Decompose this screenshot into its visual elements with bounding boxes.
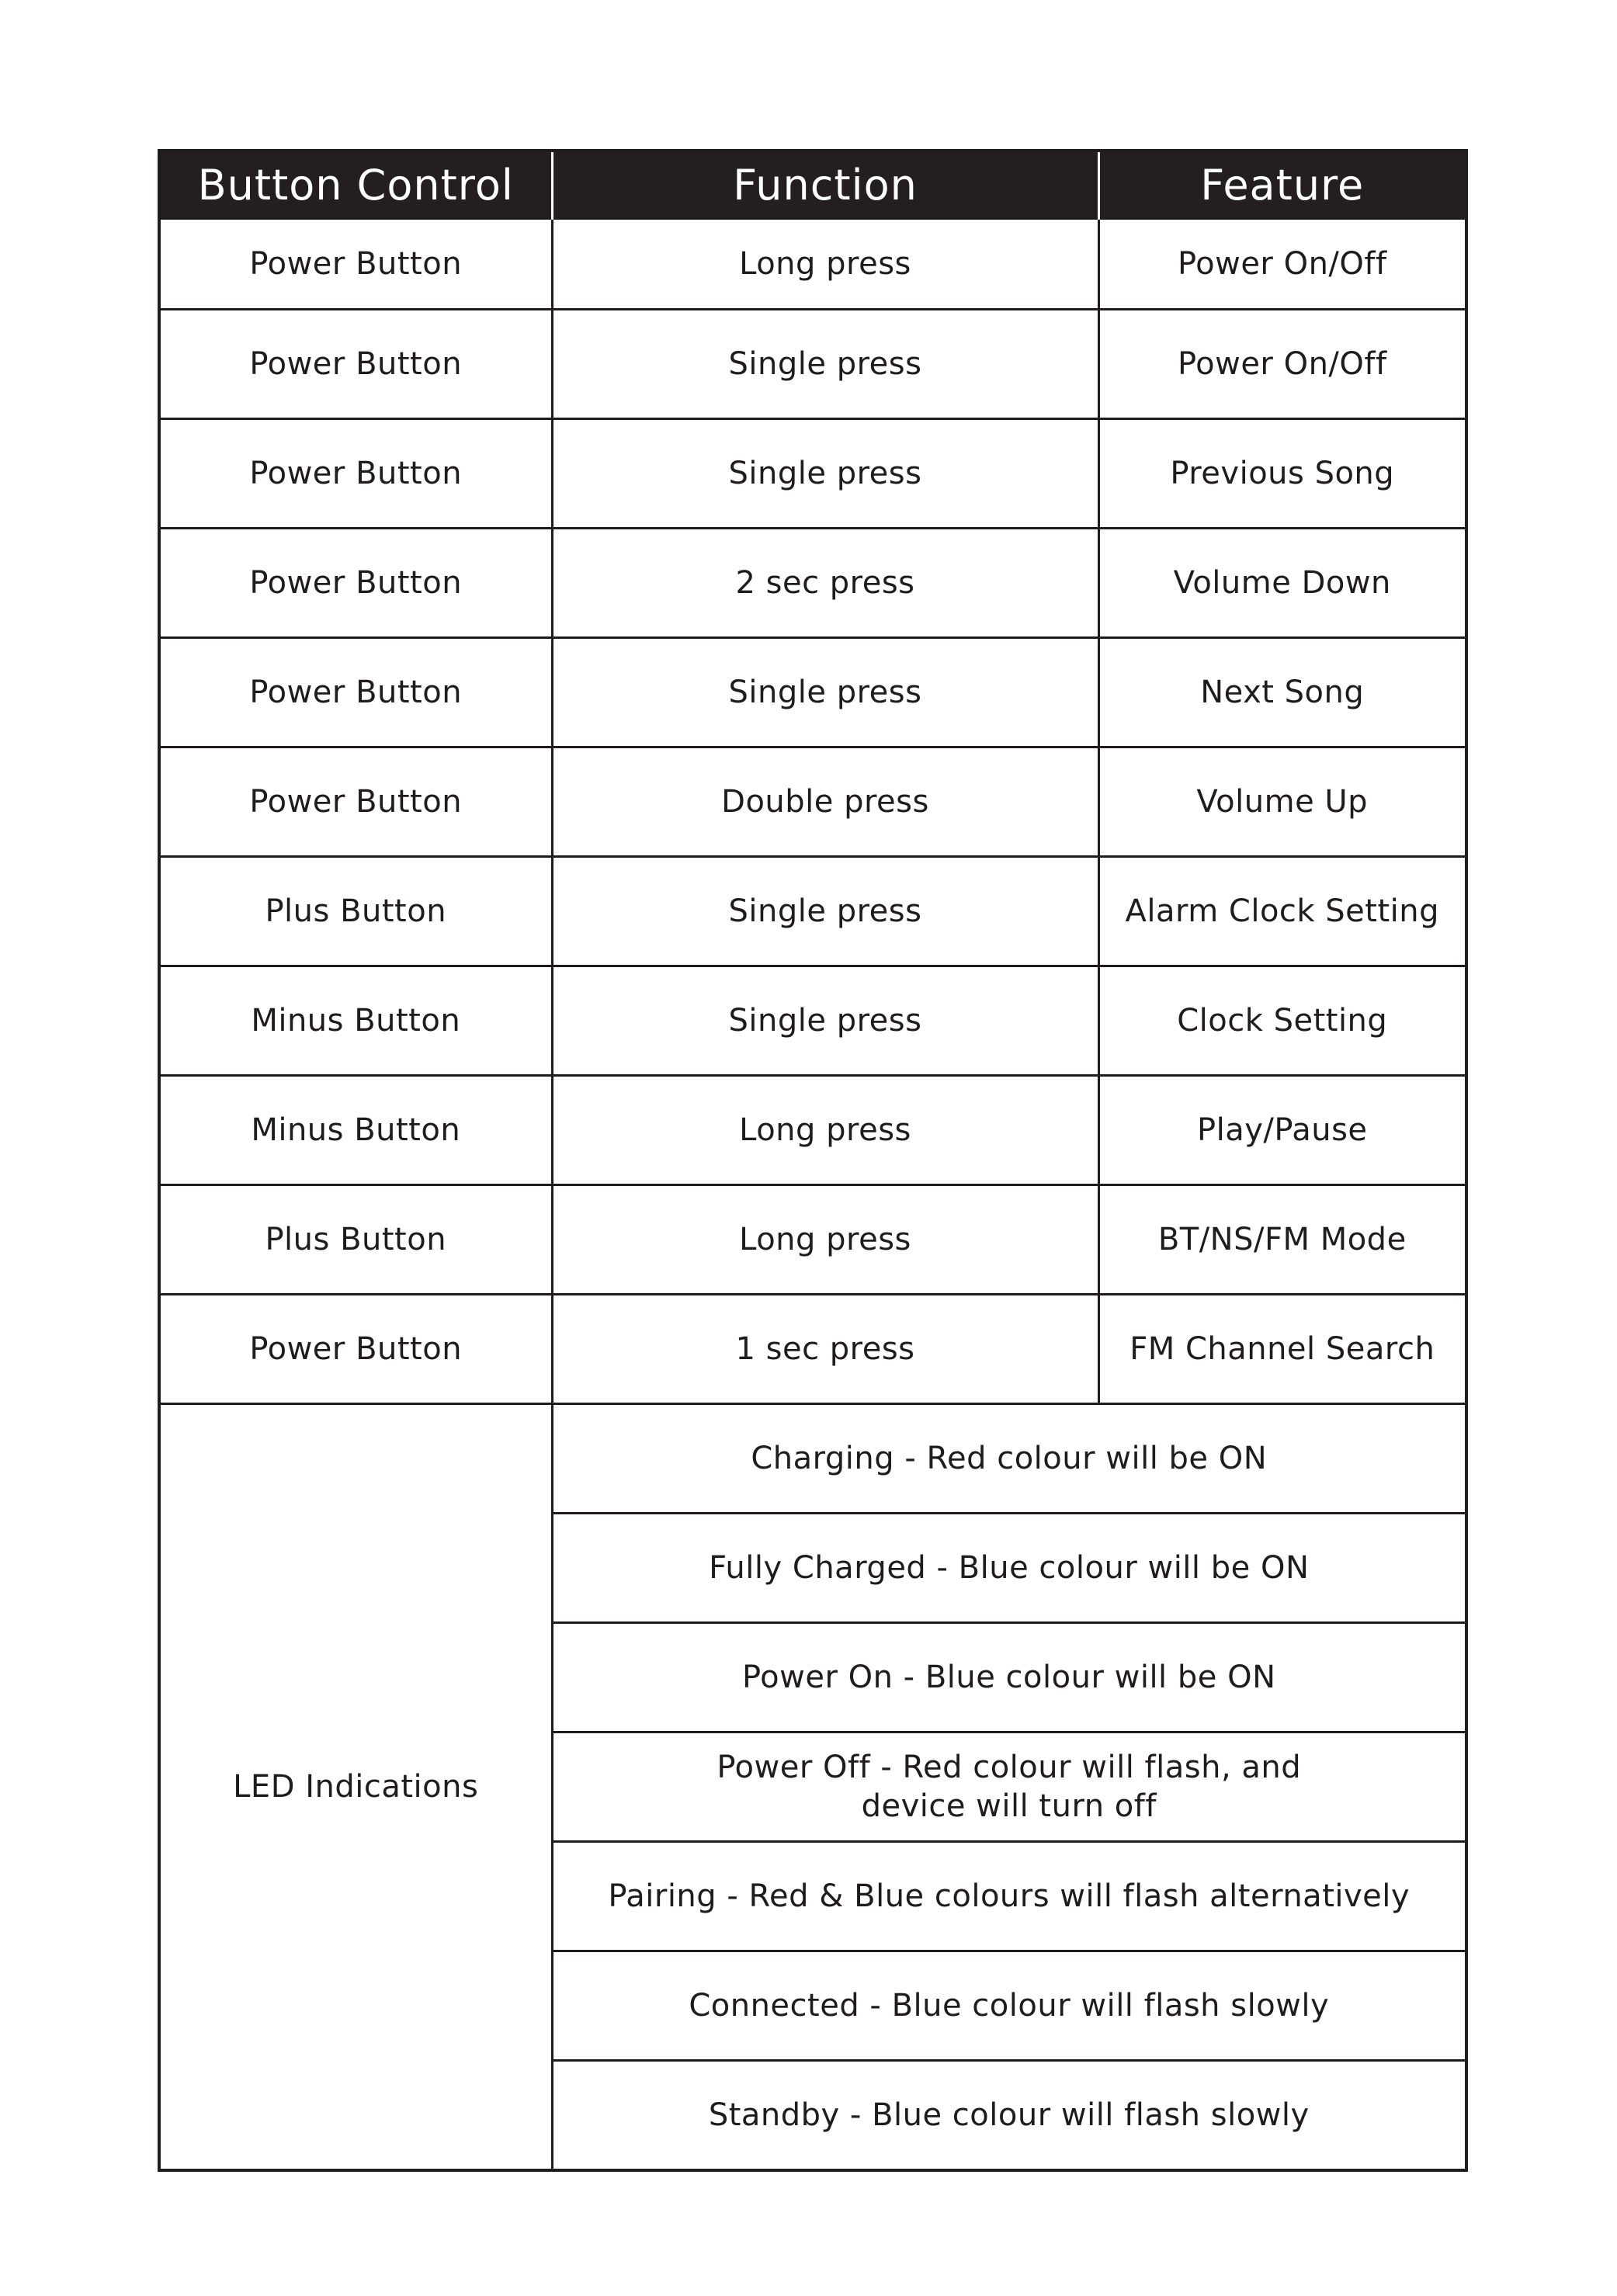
header-feature: Feature bbox=[1098, 151, 1466, 219]
table-row bbox=[159, 419, 1466, 529]
function-cell: Single press bbox=[552, 419, 1098, 529]
led-indications-label: LED Indications bbox=[159, 1404, 552, 2171]
led-power-off-line2: device will turn off bbox=[861, 1788, 1157, 1824]
button-cell: Power Button bbox=[159, 638, 552, 747]
table-row bbox=[159, 219, 1466, 310]
led-power-off-line1: Power Off - Red colour will flash, and bbox=[717, 1750, 1302, 1785]
feature-cell: Previous Song bbox=[1098, 419, 1466, 529]
table-row bbox=[159, 747, 1466, 857]
feature-cell: Play/Pause bbox=[1098, 1076, 1466, 1185]
button-cell: Power Button bbox=[159, 747, 552, 857]
led-item: Standby - Blue colour will flash slowly bbox=[552, 2061, 1466, 2171]
table-row bbox=[159, 529, 1466, 638]
led-item: Fully Charged - Blue colour will be ON bbox=[552, 1514, 1466, 1623]
button-cell: Minus Button bbox=[159, 966, 552, 1076]
function-cell: Long press bbox=[552, 1076, 1098, 1185]
feature-cell: Clock Setting bbox=[1098, 966, 1466, 1076]
feature-cell: Power On/Off bbox=[1098, 310, 1466, 419]
function-cell: Single press bbox=[552, 966, 1098, 1076]
feature-cell: BT/NS/FM Mode bbox=[1098, 1185, 1466, 1295]
button-cell: Plus Button bbox=[159, 1185, 552, 1295]
table-row bbox=[159, 1076, 1466, 1185]
feature-cell: Volume Up bbox=[1098, 747, 1466, 857]
header-button-control: Button Control bbox=[159, 151, 552, 219]
feature-cell: FM Channel Search bbox=[1098, 1295, 1466, 1404]
led-item: Charging - Red colour will be ON bbox=[552, 1404, 1466, 1514]
feature-cell: Alarm Clock Setting bbox=[1098, 857, 1466, 966]
button-cell: Power Button bbox=[159, 529, 552, 638]
led-item: Connected - Blue colour will flash slowly bbox=[552, 1951, 1466, 2061]
function-cell: 1 sec press bbox=[552, 1295, 1098, 1404]
table-header-row bbox=[159, 151, 1466, 219]
feature-cell: Power On/Off bbox=[1098, 219, 1466, 310]
table-row bbox=[159, 857, 1466, 966]
led-item-power-off bbox=[552, 1732, 1466, 1842]
function-cell: Single press bbox=[552, 857, 1098, 966]
table-row bbox=[159, 310, 1466, 419]
led-row bbox=[159, 1404, 1466, 1514]
table-row bbox=[159, 1295, 1466, 1404]
button-control-table bbox=[158, 149, 1468, 2172]
button-cell: Power Button bbox=[159, 219, 552, 310]
function-cell: Long press bbox=[552, 1185, 1098, 1295]
feature-cell: Next Song bbox=[1098, 638, 1466, 747]
function-cell: Single press bbox=[552, 310, 1098, 419]
table-row bbox=[159, 966, 1466, 1076]
button-cell: Power Button bbox=[159, 419, 552, 529]
table-row bbox=[159, 1185, 1466, 1295]
button-cell: Minus Button bbox=[159, 1076, 552, 1185]
button-cell: Power Button bbox=[159, 1295, 552, 1404]
led-item: Power On - Blue colour will be ON bbox=[552, 1623, 1466, 1732]
feature-cell: Volume Down bbox=[1098, 529, 1466, 638]
function-cell: 2 sec press bbox=[552, 529, 1098, 638]
led-item: Pairing - Red & Blue colours will flash alternatively bbox=[552, 1842, 1466, 1951]
button-cell: Power Button bbox=[159, 310, 552, 419]
function-cell: Double press bbox=[552, 747, 1098, 857]
button-cell: Plus Button bbox=[159, 857, 552, 966]
table-row bbox=[159, 638, 1466, 747]
function-cell: Long press bbox=[552, 219, 1098, 310]
header-function: Function bbox=[552, 151, 1098, 219]
function-cell: Single press bbox=[552, 638, 1098, 747]
